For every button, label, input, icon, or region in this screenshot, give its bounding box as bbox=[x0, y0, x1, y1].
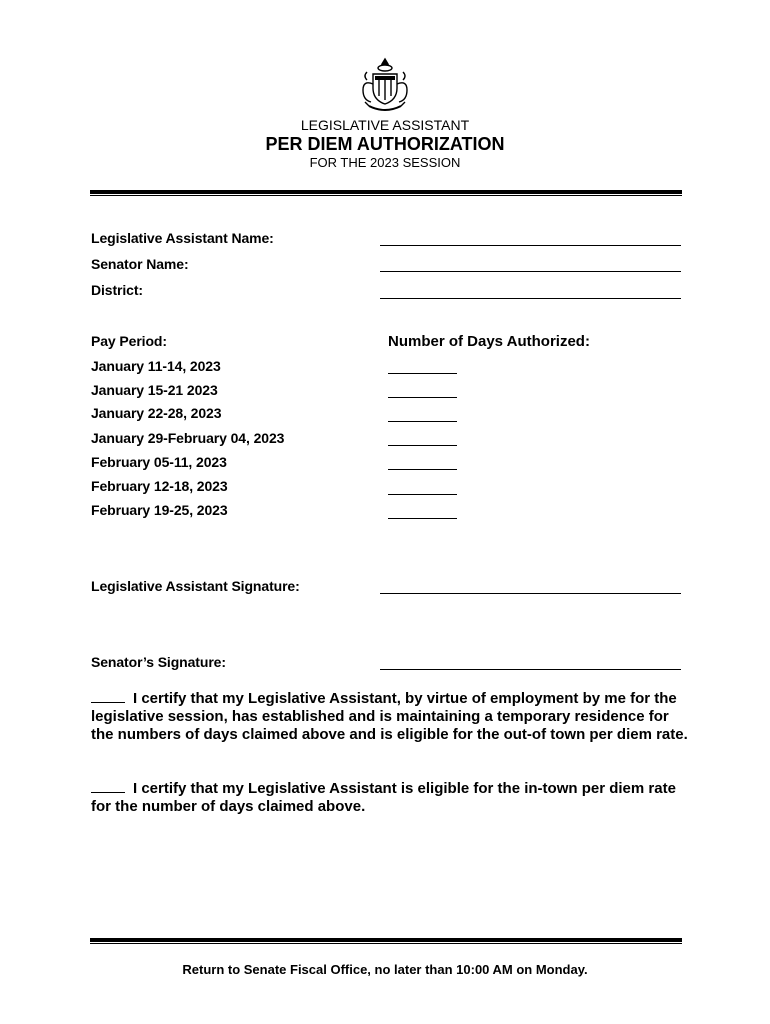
form-title: PER DIEM AUTHORIZATION bbox=[265, 134, 505, 154]
pay-period-label: January 22-28, 2023 bbox=[91, 405, 222, 421]
state-coat-of-arms-icon bbox=[359, 56, 411, 112]
out-of-town-check-blank[interactable] bbox=[91, 690, 125, 703]
pay-period-header: Pay Period: bbox=[91, 333, 167, 349]
in-town-check-blank[interactable] bbox=[91, 780, 125, 793]
days-field[interactable] bbox=[388, 397, 457, 398]
return-instructions: Return to Senate Fiscal Office, no later than 10:00 AM on Monday. bbox=[182, 962, 588, 977]
assistant-signature-label: Legislative Assistant Signature: bbox=[91, 578, 300, 594]
senator-signature-field[interactable] bbox=[380, 669, 681, 670]
days-field[interactable] bbox=[388, 373, 457, 374]
session-label: FOR THE 2023 SESSION bbox=[309, 155, 461, 170]
days-field[interactable] bbox=[388, 518, 457, 519]
footer-divider bbox=[90, 938, 682, 942]
in-town-certification-text: I certify that my Legislative Assistant is eligible for the in-town per diem rate for the number of days claimed above. bbox=[91, 780, 676, 815]
district-label: District: bbox=[91, 282, 143, 298]
pay-period-label: January 29-February 04, 2023 bbox=[91, 430, 285, 446]
pay-period-label: February 19-25, 2023 bbox=[91, 502, 228, 518]
pay-period-label: January 11-14, 2023 bbox=[91, 358, 221, 374]
days-field[interactable] bbox=[388, 494, 457, 495]
form-subtitle: LEGISLATIVE ASSISTANT bbox=[300, 117, 470, 133]
senator-name-label: Senator Name: bbox=[91, 256, 189, 272]
assistant-signature-field[interactable] bbox=[380, 593, 681, 594]
senator-name-field[interactable] bbox=[380, 271, 681, 272]
assistant-name-field[interactable] bbox=[380, 245, 681, 246]
days-field[interactable] bbox=[388, 445, 457, 446]
days-field[interactable] bbox=[388, 421, 457, 422]
pay-period-label: February 12-18, 2023 bbox=[91, 478, 228, 494]
days-field[interactable] bbox=[388, 469, 457, 470]
header-divider bbox=[90, 190, 682, 194]
assistant-name-label: Legislative Assistant Name: bbox=[91, 230, 274, 246]
in-town-certification bbox=[91, 780, 691, 816]
out-of-town-certification-text: I certify that my Legislative Assistant, by virtue of employment by me for the legislative session, has established and is maintaining a temporary residence for the numbers of days claimed above and is eligible for the out-of town per diem rate. bbox=[91, 690, 688, 743]
senator-signature-label: Senator’s Signature: bbox=[91, 654, 226, 670]
pay-period-label: February 05-11, 2023 bbox=[91, 454, 227, 470]
days-authorized-header: Number of Days Authorized: bbox=[388, 333, 590, 350]
out-of-town-certification bbox=[91, 690, 691, 744]
district-field[interactable] bbox=[380, 298, 681, 299]
pay-period-label: January 15-21 2023 bbox=[91, 382, 218, 398]
